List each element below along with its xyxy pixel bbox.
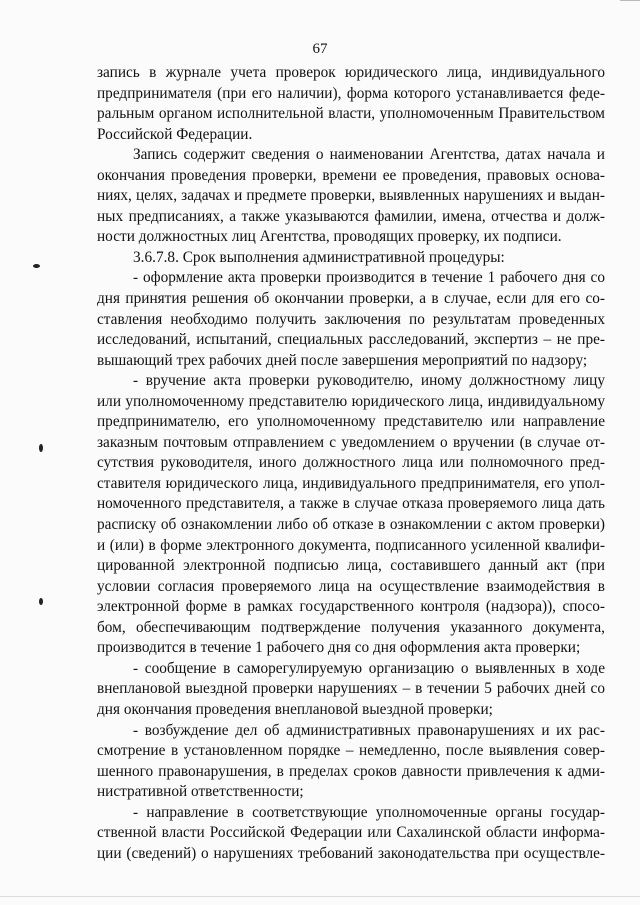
text-line: ных предписаниях, а также указываются фамилии, имена, отчества и долж-: [97, 207, 605, 225]
text-line: бом, обеспечивающим подтверждение получения указанного документа,: [97, 618, 605, 636]
text-line: ральным органом исполнительной власти, уполномоченным Правительством: [97, 105, 605, 123]
text-line: предпринимателю, его уполномоченному представителю или направление: [97, 413, 605, 431]
text-line: шенного правонарушения, в пределах сроков давности привлечения к адми-: [97, 762, 605, 780]
text-line: заказным почтовым отправлением с уведомлением о вручении (в случае от-: [97, 433, 605, 451]
scan-bottom-edge: [0, 896, 640, 897]
text-line: вышающий трех рабочих дней после завершения мероприятий по надзору;: [97, 351, 588, 369]
text-line: - оформление акта проверки производится в течение 1 рабочего дня со: [133, 269, 605, 287]
text-line: - сообщение в саморегулируемую организацию о выявленных в ходе: [133, 659, 605, 677]
text-line: исследований, испытаний, специальных расследований, экспертиз – не пре-: [97, 331, 605, 349]
text-line: внеплановой выездной проверки нарушениях – в течении 5 рабочих дней со: [97, 680, 605, 698]
text-line: ции (сведений) о нарушениях требований законодательства при осуществле-: [97, 844, 605, 862]
text-line: дня принятия решения об окончании проверки, а в случае, если для его со-: [97, 290, 605, 308]
section-heading: 3.6.7.8. Срок выполнения административной процедуры:: [133, 248, 505, 266]
scan-speck: [33, 264, 40, 268]
text-line: ности должностных лиц Агентства, проводящих проверку, их подписи.: [97, 228, 562, 246]
text-line: ставления необходимо получить заключения по результатам проведенных: [97, 310, 605, 328]
text-line: расписку об ознакомлении либо об отказе в ознакомлении с актом проверки): [97, 516, 605, 534]
text-line: Запись содержит сведения о наименовании Агентства, датах начала и: [133, 146, 605, 164]
text-line: нистративной ответственности;: [97, 783, 304, 801]
text-line: и (или) в форме электронного документа, подписанного усиленной квалифи-: [97, 536, 605, 554]
text-line: ставителя юридического лица, индивидуального предпринимателя, его упол-: [97, 474, 605, 492]
text-line: ниях, целях, задачах и предмете проверки, выявленных нарушениях и выдан-: [97, 187, 605, 205]
text-line: - направление в соответствующие уполномоченные органы государ-: [133, 803, 605, 821]
text-line: цированной электронной подписью лица, составившего данный акт (при: [97, 557, 605, 575]
text-line: номоченного представителя, а также в случае отказа проверяемого лица дать: [97, 495, 605, 513]
text-line: запись в журнале учета проверок юридического лица, индивидуального: [97, 64, 605, 81]
text-line: производится в течение 1 рабочего дня со дня оформления акта проверки;: [97, 639, 581, 657]
text-line: сутствия руководителя, иного должностного лица или полномочного пред-: [97, 454, 605, 472]
scan-speck: [39, 598, 43, 605]
text-line: электронной форме в рамках государственного контроля (надзора)), спосо-: [97, 598, 605, 616]
page-number: 67: [312, 41, 328, 57]
text-line: - возбуждение дел об административных правонарушениях и их рас-: [133, 721, 605, 739]
text-line: условии согласия проверяемого лица на осуществление взаимодействия в: [97, 577, 605, 595]
text-line: предпринимателя (при его наличии), форма которого устанавливается феде-: [97, 84, 605, 102]
scan-speck: [39, 444, 43, 452]
text-line: смотрение в установленном порядке – немедленно, после выявления совер-: [97, 742, 605, 760]
text-line: или уполномоченному представителю юридического лица, индивидуальному: [97, 392, 605, 410]
text-line: дня окончания проведения внеплановой выездной проверки;: [97, 700, 493, 718]
document-body: [97, 63, 605, 864]
text-line: ственной власти Российской Федерации или Сахалинской области информа-: [97, 824, 605, 842]
scan-edge-mark: [620, 0, 640, 9]
text-line: Российской Федерации.: [97, 125, 253, 143]
text-line: окончания проведения проверки, времени ее проведения, правовых основа-: [97, 166, 605, 184]
text-line: - вручение акта проверки руководителю, иному должностному лицу: [133, 372, 605, 390]
